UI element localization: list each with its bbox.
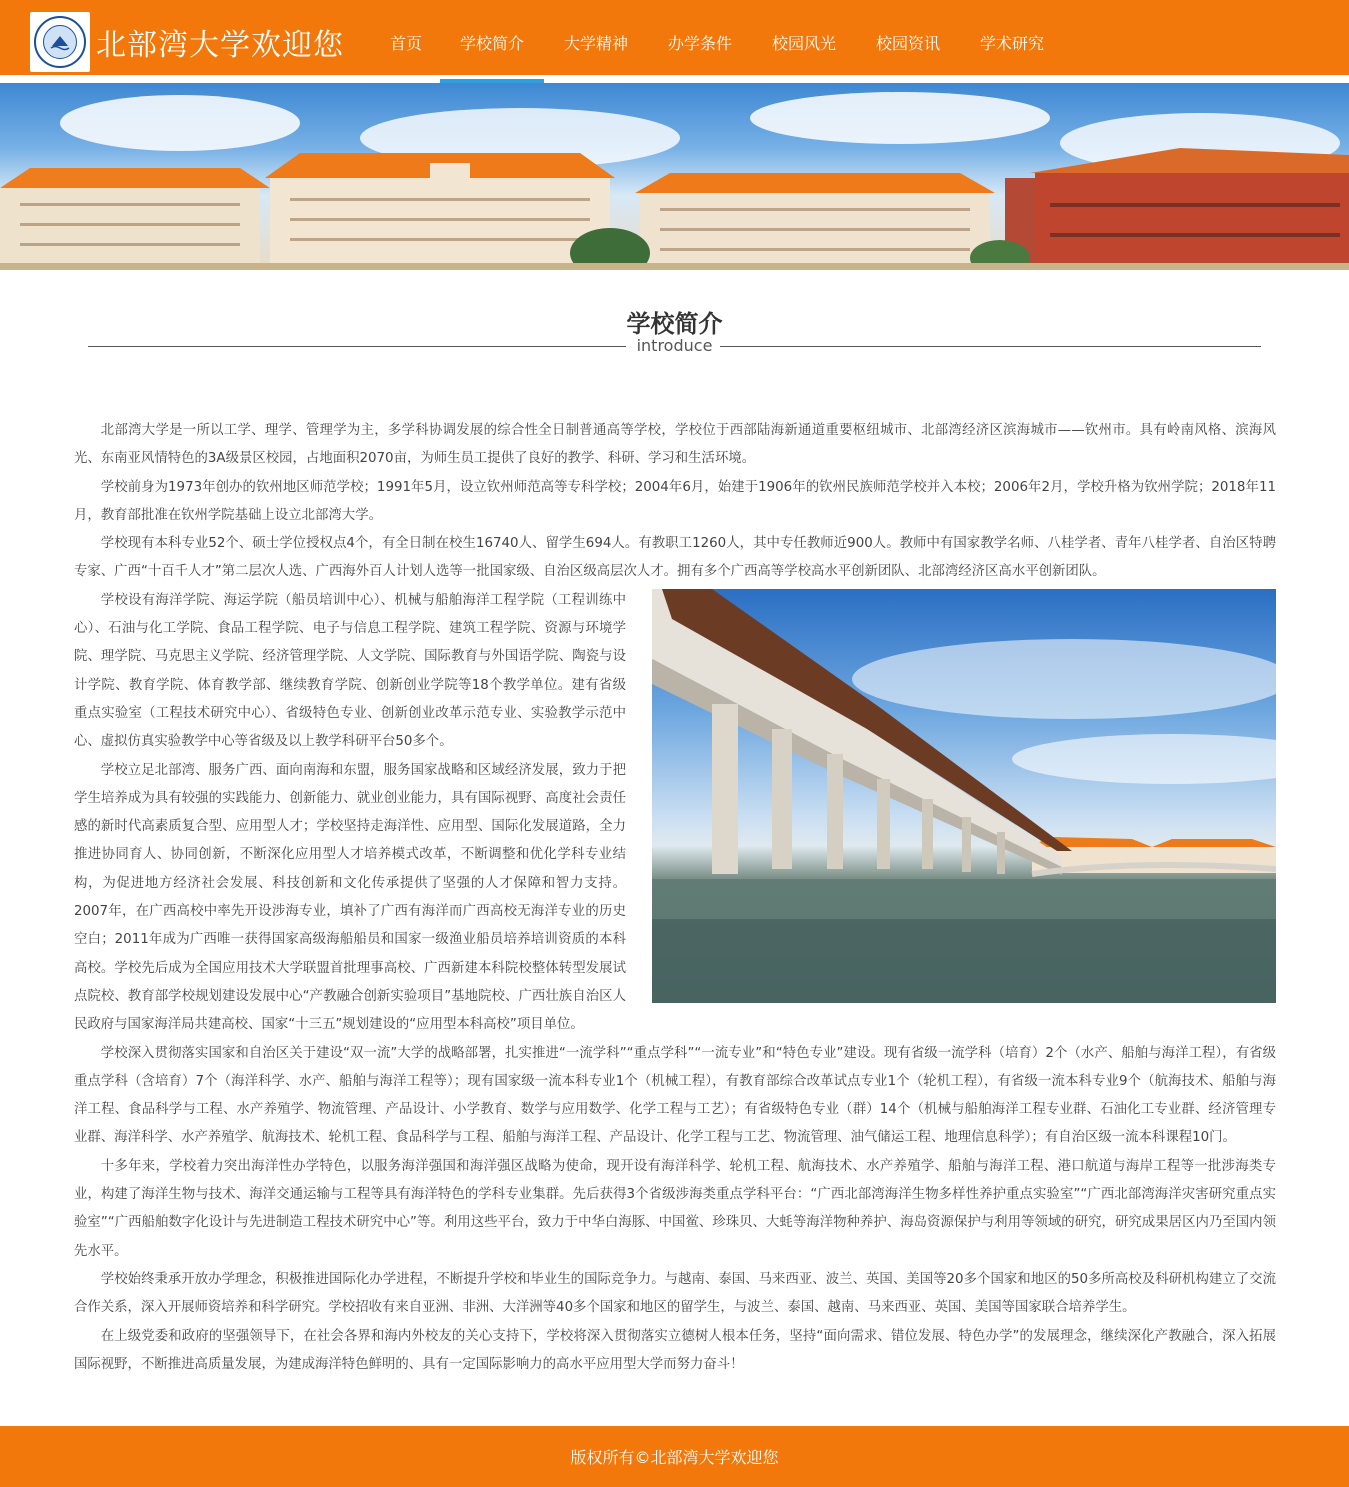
site-logo[interactable]: [30, 12, 90, 72]
intro-article: [74, 417, 1276, 1379]
site-header: [0, 0, 1349, 79]
section-title: 学校简介: [626, 310, 723, 338]
section-subtitle: introduce: [636, 336, 713, 355]
footer-copyright: 版权所有©北部湾大学欢迎您: [570, 1448, 779, 1467]
article-paragraph: 学校前身为1973年创办的钦州地区师范学校；1991年5月，设立钦州师范高等专科学校；2004年6月，始建于1906年的钦州民族师范学校并入本校；2006年2月，学校升格为钦州学院；2018年11月，教育部批准在钦州学院基础上设立北部湾大学。: [74, 479, 1276, 523]
main-nav: [372, 0, 1064, 79]
article-paragraph: 北部湾大学是一所以工学、理学、管理学为主，多学科协调发展的综合性全日制普通高等学校，学校位于西部陆海新通道重要枢纽城市、北部湾经济区滨海城市——钦州市。具有岭南风格、滨海风光、东南亚风情特色的3A级景区校园，占地面积2070亩，为师生员工提供了良好的教学、科研、学习和生活环境。: [74, 423, 1276, 467]
nav-item-facilities[interactable]: 办学条件: [667, 34, 732, 53]
title-divider-right: [720, 346, 1261, 347]
university-seal-icon: [34, 16, 86, 68]
article-paragraph: 十多年来，学校着力突出海洋性办学特色，以服务海洋强国和海洋强区战略为使命，现开设有海洋科学、轮机工程、航海技术、水产养殖学、船舶与海洋工程、港口航道与海岸工程等一批涉海类专业，构建了海洋生物与技术、海洋交通运输与工程等具有海洋特色的学科专业集群。先后获得3个省级涉海类重点学科平台：“广西北部湾海洋生物多样性养护重点实验室”“广西北部湾海洋灾害研究重点实验室”“广西船舶数字化设计与先进制造工程技术研究中心”等。利用这些平台，致力于中华白海豚、中国鲎、珍珠贝、大蚝等海洋物种养护、海岛资源保护与利用等领域的研究，研究成果居区内乃至国内领先水平。: [74, 1158, 1276, 1259]
site-footer: [0, 1426, 1349, 1487]
site-title[interactable]: 北部湾大学欢迎您: [96, 28, 344, 63]
nav-item-about[interactable]: 学校简介: [440, 0, 544, 79]
nav-item-spirit[interactable]: 大学精神: [563, 34, 628, 53]
article-paragraph: 学校深入贯彻落实国家和自治区关于建设“双一流”大学的战略部署，扎实推进“一流学科”“重点学科”“一流专业”和“特色专业”建设。现有省级一流学科（培育）2个（水产、船舶与海洋工程），有省级重点学科（含培育）7个（海洋科学、水产、船舶与海洋工程等）；现有国家级一流本科专业1个（机械工程），有教育部综合改革试点专业1个（轮机工程），有省级一流本科专业9个（航海技术、船舶与海洋工程、食品科学与工程、水产养殖学、物流管理、产品设计、小学教育、数学与应用数学、化学工程与工艺）；有省级特色专业（群）14个（机械与船舶海洋工程专业群、石油化工专业群、经济管理专业群、海洋科学、水产养殖学、航海技术、轮机工程、食品科学与工程、船舶与海洋工程、产品设计、化学工程与工艺、物流管理、油气储运工程、地理信息科学）；有自治区级一流本科课程10门。: [74, 1045, 1276, 1146]
article-paragraph: 在上级党委和政府的坚强领导下，在社会各界和海内外校友的关心支持下，学校将深入贯彻落实立德树人根本任务，坚持“面向需求、错位发展、特色办学”的发展理念，继续深化产教融合，深入拓展国际视野，不断推进高质量发展，为建成海洋特色鲜明的、具有一定国际影响力的高水平应用型大学而努力奋斗！: [74, 1328, 1276, 1372]
nav-item-research[interactable]: 学术研究: [979, 34, 1044, 53]
article-paragraph: 学校现有本科专业52个、硕士学位授权点4个，有全日制在校生16740人、留学生694人。有教职工1260人，其中专任教师近900人。教师中有国家教学名师、八桂学者、青年八桂学者、自治区特聘专家、广西“十百千人才”第二层次人选、广西海外百人计划人选等一批国家级、自治区级高层次人才。拥有多个广西高等学校高水平创新团队、北部湾经济区高水平创新团队。: [74, 536, 1276, 580]
article-paragraph: 学校立足北部湾、服务广西、面向南海和东盟，服务国家战略和区域经济发展，致力于把学生培养成为具有较强的实践能力、创新能力、就业创业能力，具有国际视野、高度社会责任感的新时代高素质复合型、应用型人才；学校坚持走海洋性、应用型、国际化发展道路，全力推进协同育人、协同创新，不断深化应用型人才培养模式改革，不断调整和优化学科专业结构，为促进地方经济社会发展、科技创新和文化传承提供了坚强的人才保障和智力支持。2007年，在广西高校中率先开设涉海专业，填补了广西有海洋而广西高校无海洋专业的历史空白；2011年成为广西唯一获得国家高级海船船员和国家一级渔业船员培养培训资质的本科高校。学校先后成为全国应用技术大学联盟首批理事高校、广西新建本科院校整体转型发展试点院校、教育部学校规划建设发展中心“产教融合创新实验项目”基地院校、广西壮族自治区人民政府与国家海洋局共建高校、国家“十三五”规划建设的“应用型本科高校”项目单位。: [74, 762, 626, 1033]
article-paragraph: 学校始终秉承开放办学理念，积极推进国际化办学进程，不断提升学校和毕业生的国际竞争力。与越南、泰国、马来西亚、波兰、英国、美国等20多个国家和地区的50多所高校及科研机构建立了交流合作关系，深入开展师资培养和科学研究。学校招收有来自亚洲、非洲、大洋洲等40多个国家和地区的留学生，与波兰、泰国、越南、马来西亚、英国、美国等国家联合培养学生。: [74, 1271, 1276, 1316]
nav-item-campus-news[interactable]: 校园资讯: [875, 34, 940, 53]
article-paragraph: 学校设有海洋学院、海运学院（船员培训中心）、机械与船舶海洋工程学院（工程训练中心）、石油与化工学院、食品工程学院、电子与信息工程学院、建筑工程学院、资源与环境学院、理学院、马克思主义学院、经济管理学院、人文学院、国际教育与外国语学院、陶瓷与设计学院、教育学院、体育教学部、继续教育学院、创新创业学院等18个教学单位。建有省级重点实验室（工程技术研究中心）、省级特色专业、创新创业改革示范专业、实验教学示范中心、虚拟仿真实验教学中心等省级及以上教学科研平台50多个。: [74, 592, 626, 750]
campus-bridge-photo: [652, 589, 1276, 1003]
campus-banner-image: [0, 83, 1349, 270]
nav-item-home[interactable]: 首页: [389, 34, 422, 53]
nav-item-campus-scenery[interactable]: 校园风光: [771, 34, 836, 53]
